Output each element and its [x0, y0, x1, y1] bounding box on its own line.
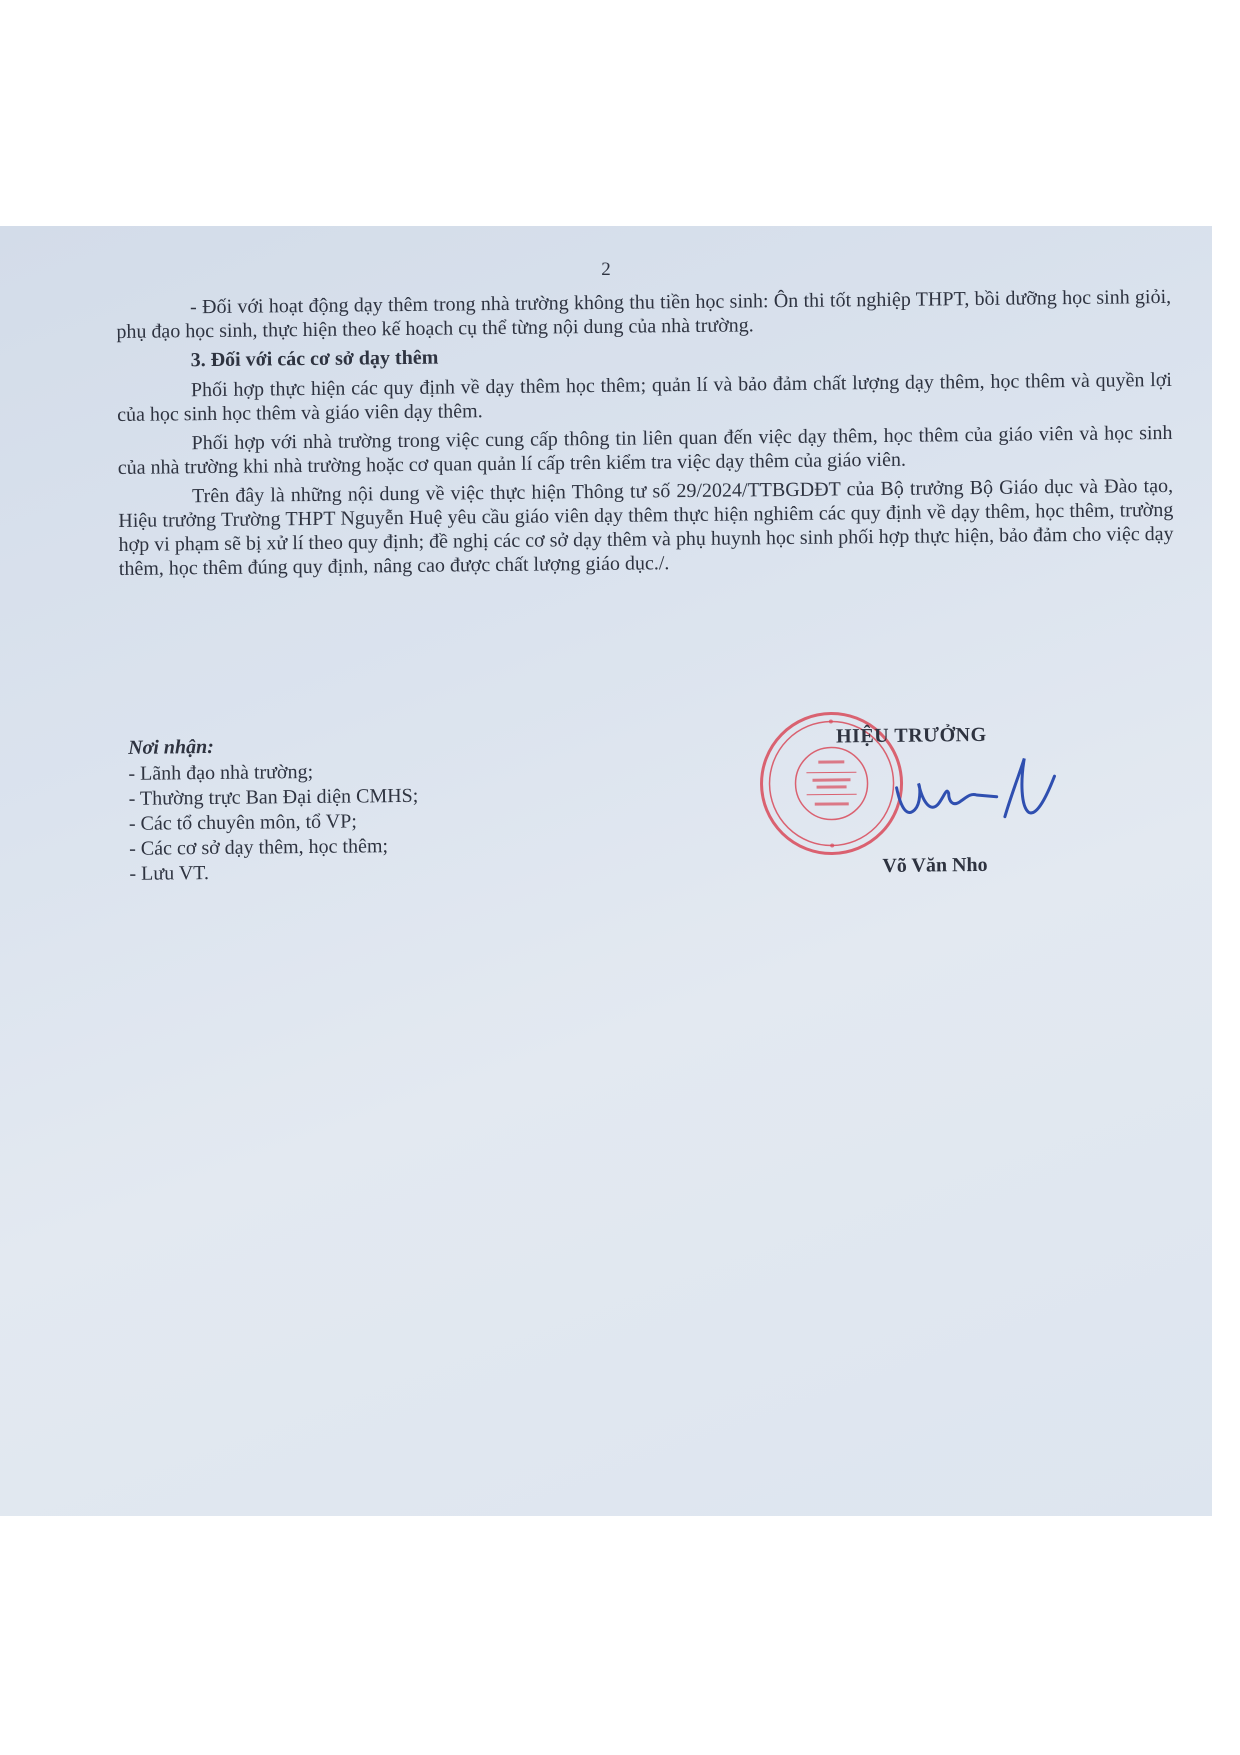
- recipients-title: Nơi nhận:: [128, 735, 215, 759]
- paragraph-provide-information: Phối hợp với nhà trường trong việc cung cấp thông tin liên quan đến việc dạy thêm, học thêm của giáo viên và học sinh của nhà trường khi nhà trường hoặc cơ quan quản lí cấp trên kiểm tra việc dạy thêm của giáo viên.: [117, 421, 1173, 479]
- section-heading-tutoring-centers: 3. Đối với các cơ sở dạy thêm: [190, 346, 439, 372]
- recipient-item: - Các tổ chuyên môn, tổ VP;: [128, 810, 357, 835]
- paragraph-coordinate-regulations: Phối hợp thực hiện các quy định về dạy thêm học thêm; quản lí và bảo đảm chất lượng dạy thêm, học thêm và quyền lợi của học sinh học thêm và giáo viên dạy thêm.: [117, 368, 1173, 426]
- recipient-item: - Lãnh đạo nhà trường;: [128, 760, 314, 785]
- signer-title: HIỆU TRƯỞNG: [835, 723, 987, 748]
- handwritten-signature-icon: [886, 746, 1057, 838]
- paragraph-conclusion: Trên đây là những nội dung về việc thực hiện Thông tư số 29/2024/TTBGDĐT của Bộ trưởng Bộ Giáo dục và Đào tạo, Hiệu trưởng Trường THPT Nguyễn Huệ yêu cầu giáo viên dạy thêm thực hiện nghiêm các quy định về dạy thêm, học thêm, trường hợp vi phạm sẽ bị xử lí theo quy định; đề nghị các cơ sở dạy thêm và phụ huynh học sinh phối hợp thực hiện, bảo đảm cho việc dạy thêm, học thêm đúng quy định, nâng cao được chất lượng giáo dục./.: [118, 474, 1174, 580]
- recipient-item: - Các cơ sở dạy thêm, học thêm;: [129, 835, 389, 860]
- signature-block: [716, 725, 1178, 910]
- paragraph-no-fee-tutoring: - Đối với hoạt động dạy thêm trong nhà trường không thu tiền học sinh: Ôn thi tốt nghiệp THPT, bồi dưỡng học sinh giỏi, phụ đạo học sinh, thực hiện theo kế hoạch cụ thể từng nội dung của nhà trường.: [116, 285, 1172, 343]
- document-photo: [0, 226, 1212, 1516]
- recipient-item: - Thường trực Ban Đại diện CMHS;: [128, 784, 419, 810]
- recipients-block: [128, 730, 650, 886]
- signer-name: Võ Văn Nho: [882, 853, 988, 877]
- document-body: [116, 285, 1174, 586]
- page-number: 2: [601, 259, 611, 280]
- document-footer: [116, 725, 1173, 936]
- recipient-item: - Lưu VT.: [129, 862, 210, 885]
- document-page: [0, 226, 1212, 1516]
